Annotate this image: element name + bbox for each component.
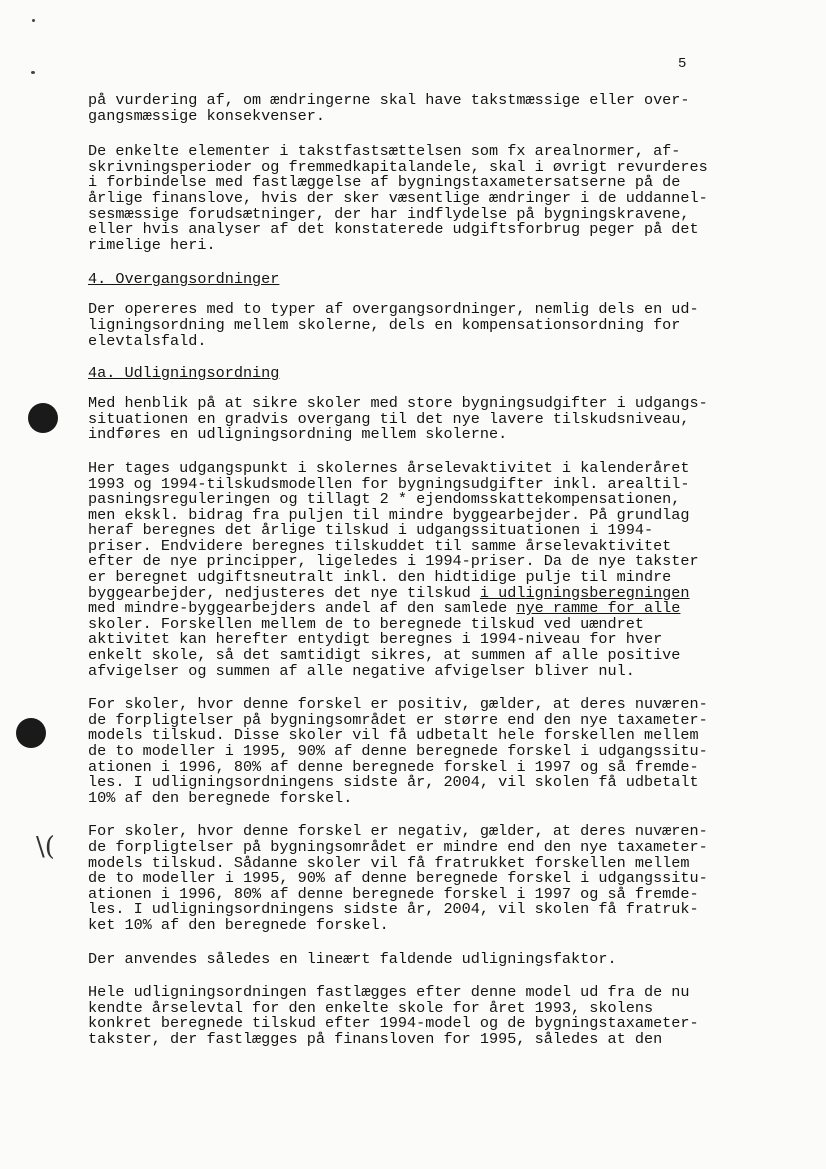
text-line: models tilskud. Sådanne skoler vil få fratrukket forskellen mellem [88,853,690,872]
paragraph-4a-5 [88,949,748,968]
paragraph-intro [88,93,748,124]
paragraph-takst [88,144,748,253]
paragraph-4a-4 [88,824,748,933]
text-line: de forpligtelser på bygningsområdet er mindre end den nye taxameter- [88,837,708,856]
document-body [88,93,748,1048]
heading-udligningsordning: 4a. Udligningsordning [88,364,280,383]
text-line: les. I udligningsordningens sidste år, 2004, vil skolen få udbetalt [88,773,699,792]
text-line: Med henblik på at sikre skoler med store bygningsudgifter i udgangs- [88,394,708,413]
text-line: de forpligtelser på bygningsområdet er større end den nye taxameter- [88,710,708,729]
text-line: de to modeller i 1995, 90% af denne beregnede forskel i udgangssitu- [88,869,708,888]
text-line: afvigelser og summen af alle negative afvigelser bliver nul. [88,661,635,680]
text-line: skrivningsperioder og fremmedkapitalandele, skal i øvrigt revurderes [88,157,708,176]
text-line: De enkelte elementer i takstfastsættelsen som fx arealnormer, af- [88,142,681,161]
text-line: er beregnet udgiftsneutralt inkl. den hidtidige pulje til mindre [88,568,672,587]
text-line: gangsmæssige konsekvenser. [88,106,325,125]
text-line: takster, der fastlægges på finansloven for 1995, således at den [88,1029,663,1048]
text-line: les. I udligningsordningens sidste år, 2004, vil skolen få fratruk- [88,900,699,919]
text-line: Der anvendes således en lineært faldende udligningsfaktor. [88,949,617,968]
text-line: ligningsordning mellem skolerne, dels en kompensationsordning for [88,315,681,334]
text-line: ationen i 1996, 80% af denne beregnede forskel i 1997 og så fremde- [88,757,699,776]
text-segment: byggearbejder, nedjusteres det nye tilskud [88,583,480,602]
text-line: models tilskud. Disse skoler vil få udbetalt hele forskellen mellem [88,726,699,745]
text-line: For skoler, hvor denne forskel er negativ, gælder, at deres nuværen- [88,822,708,841]
text-line: heraf beregnes det årlige tilskud i udgangssituationen i 1994- [88,521,654,540]
text-line: ationen i 1996, 80% af denne beregnede forskel i 1997 og så fremde- [88,884,699,903]
text-line: aktivitet kan herefter entydigt beregnes i 1994-niveau for hver [88,630,663,649]
text-line: men ekskl. bidrag fra puljen til mindre byggearbejder. På grundlag [88,505,690,524]
text-line: situationen en gradvis overgang til det nye lavere tilskudsniveau, [88,409,690,428]
text-line: konkret beregnede tilskud efter 1994-model og de bygningstaxameter- [88,1014,699,1033]
punch-hole [16,718,46,748]
paragraph-4a-3 [88,697,748,806]
text-line: kendte årselevtal for den enkelte skole for året 1993, skolens [88,998,654,1017]
text-line: enkelt skole, så det samtidigt sikres, at summen af alle positive [88,646,681,665]
text-line: Her tages udgangspunkt i skolernes årselevaktivitet i kalenderåret [88,458,690,477]
underlined-text: nye ramme for alle [516,599,681,618]
text-line: rimelige heri. [88,235,216,254]
text-line: pasningsreguleringen og tillagt 2 * ejendomsskattekompensationen, [88,490,681,509]
text-segment: med mindre-byggearbejders andel af den samlede [88,599,517,618]
scan-speck [32,19,35,22]
text-line: de to modeller i 1995, 90% af denne beregnede forskel i udgangssitu- [88,742,708,760]
text-line: Der opereres med to typer af overgangsordninger, nemlig dels en ud- [88,300,699,319]
underlined-text: i udligningsberegningen [479,583,690,602]
handwritten-margin-mark: \( [36,832,55,862]
heading-overgangsordninger: 4. Overgangsordninger [88,270,280,289]
text-line: på vurdering af, om ændringerne skal have takstmæssige eller over- [88,91,690,109]
text-line: ket 10% af den beregnede forskel. [88,915,389,934]
punch-hole [28,403,58,433]
text-line: For skoler, hvor denne forskel er positiv, gælder, at deres nuværen- [88,695,708,714]
scan-speck [31,71,35,74]
paragraph-section4 [88,302,748,349]
paragraph-4a-1 [88,396,748,443]
text-line: elevtalsfald. [88,331,207,350]
text-line: Hele udligningsordningen fastlægges efter denne model ud fra de nu [88,983,690,1002]
text-line: 10% af den beregnede forskel. [88,788,353,807]
text-line: i forbindelse med fastlæggelse af bygningstaxametersatserne på de [88,173,681,192]
text-line: indføres en udligningsordning mellem skolerne. [88,425,508,444]
text-line: 1993 og 1994-tilskudsmodellen for bygningsudgifter inkl. arealtil- [88,474,690,493]
paragraph-4a-2 [88,458,748,680]
text-line: eller hvis analyser af det konstaterede udgiftsforbrug peger på det [88,220,699,239]
section-heading-4a [88,365,748,381]
text-line: skoler. Forskellen mellem de to beregnede tilskud ved uændret [88,614,644,633]
page-number: 5 [678,56,687,72]
paragraph-4a-6 [88,985,748,1047]
text-line: årlige finanslove, hvis der sker væsentlige ændringer i de uddannel- [88,188,708,207]
text-line: priser. Endvidere beregnes tilskuddet til samme årselevaktivitet [88,536,672,555]
text-line: efter de nye principper, ligeledes i 1994-priser. Da de nye takster [88,552,699,571]
text-line: sesmæssige forudsætninger, der har indflydelse på bygningskravene, [88,204,690,223]
section-heading-4 [88,271,748,287]
